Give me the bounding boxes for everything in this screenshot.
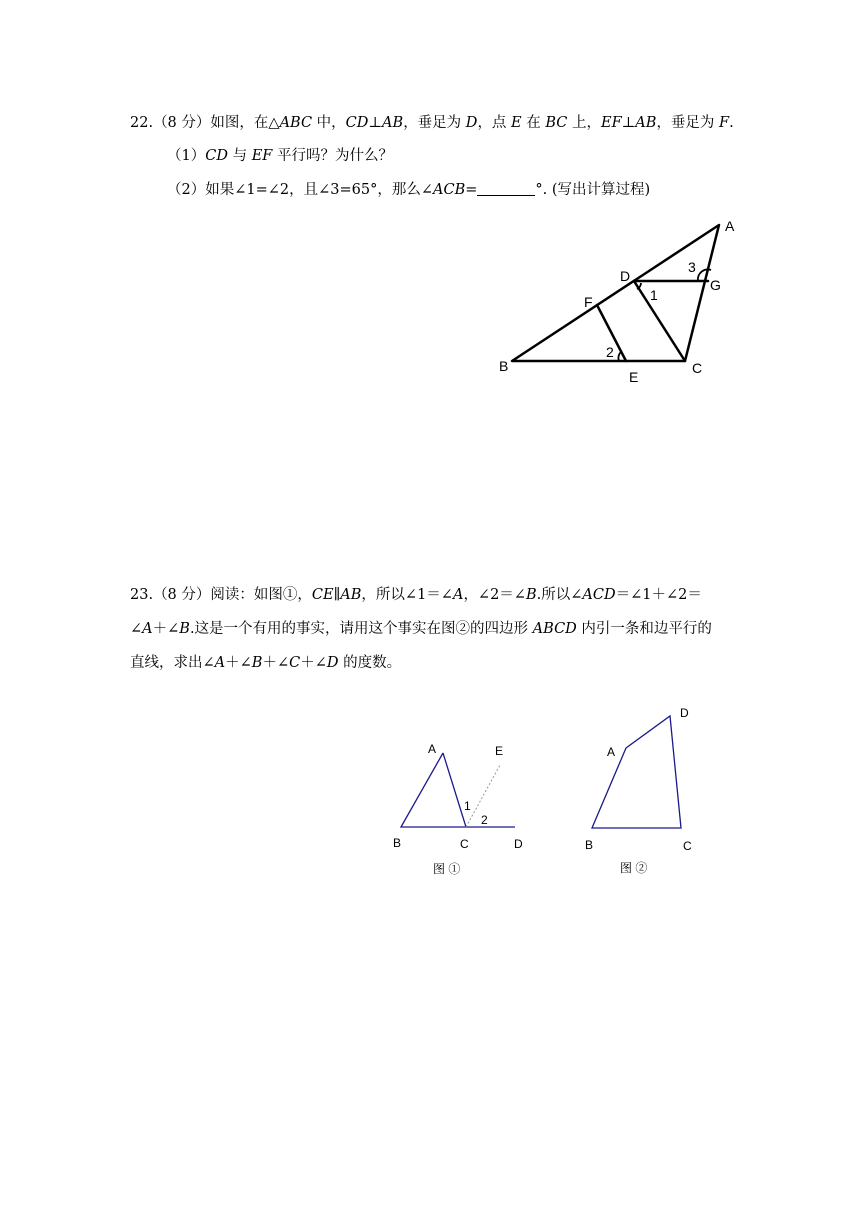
q22-var: D xyxy=(465,115,478,131)
q22-part1-text: （1） xyxy=(167,148,206,164)
q22-text: ，垂足为 xyxy=(403,115,466,131)
q23-text: ∠ xyxy=(130,621,143,637)
q22-text: 中， xyxy=(312,115,346,131)
q23-text: .所以∠ xyxy=(536,587,583,603)
q23-var: B xyxy=(179,621,190,637)
q23-figure-1 xyxy=(385,735,535,885)
angle-arc-2 xyxy=(618,352,621,361)
q23-var: B xyxy=(251,655,263,671)
q23-var: A xyxy=(214,655,226,671)
fig2-label-c: C xyxy=(683,839,692,853)
q22-var: E xyxy=(511,115,522,131)
q23-points: （8 分） xyxy=(153,587,211,603)
q23-text: ，∠2＝∠ xyxy=(463,587,526,603)
q23-var: ACD xyxy=(582,587,616,603)
label-g: G xyxy=(710,277,721,293)
label-a: A xyxy=(725,218,735,234)
q22-var: BC xyxy=(545,115,568,131)
q23-text: 内引一条和边平行的 xyxy=(576,621,712,637)
q23-text: 的度数。 xyxy=(338,655,402,671)
q23-var: CE∥AB xyxy=(311,587,362,603)
label-b: B xyxy=(499,358,509,374)
fig2-caption: 图 ② xyxy=(620,861,648,875)
q22-text: 如图，在△ xyxy=(210,115,280,131)
q22-part1-text: 平行吗？为什么？ xyxy=(272,148,393,164)
fig1-caption: 图 ① xyxy=(433,862,461,876)
label-angle-1: 1 xyxy=(650,287,658,303)
label-d: D xyxy=(620,268,631,284)
q23-var: A xyxy=(452,587,464,603)
q23-line2 xyxy=(130,619,712,639)
q22-part2-text: （2）如果∠1=∠2，且∠3=65°，那么∠ xyxy=(167,182,433,198)
q22-text: ，垂足为 xyxy=(656,115,720,131)
label-f: F xyxy=(584,294,593,310)
q22-points: （8 分） xyxy=(153,115,211,131)
q22-var: EF xyxy=(601,115,622,131)
q23-line3 xyxy=(130,653,401,673)
q22-part1 xyxy=(167,146,393,166)
fig2-label-a: A xyxy=(607,745,616,759)
fig1-label-b: B xyxy=(393,836,402,850)
fig1-label-c: C xyxy=(460,837,469,851)
q22-var: ABC xyxy=(279,115,313,131)
q23-text: 直线，求出∠ xyxy=(130,655,215,671)
fig1-label-2: 2 xyxy=(481,813,488,827)
q22-line1 xyxy=(130,113,734,133)
answer-blank[interactable] xyxy=(477,181,535,196)
fig2-label-d: D xyxy=(680,706,689,720)
fig2-label-b: B xyxy=(585,838,594,852)
q22-part2-text: = xyxy=(465,182,478,198)
fig1-label-e: E xyxy=(495,744,504,758)
q22-number: 22. xyxy=(130,115,154,131)
label-c: C xyxy=(692,360,703,376)
q23-var: ABCD xyxy=(532,621,577,637)
q23-text: .这是一个有用的事实，请用这个事实在图②的四边形 xyxy=(189,621,533,637)
q22-text: ⊥ xyxy=(368,115,383,131)
q23-text: ，所以∠1＝∠ xyxy=(361,587,453,603)
q23-text: ＋∠ xyxy=(262,655,290,671)
fig1-label-d: D xyxy=(514,837,523,851)
q23-figure-2 xyxy=(578,700,708,885)
q22-part1-text: 与 xyxy=(227,148,252,164)
segment-cd xyxy=(634,281,685,361)
label-angle-2: 2 xyxy=(606,344,614,360)
q22-var: AB xyxy=(635,115,657,131)
q23-text: ＋∠ xyxy=(152,621,180,637)
q22-part2 xyxy=(167,180,650,200)
q22-text: ，点 xyxy=(477,115,512,131)
q23-text: 阅读：如图①， xyxy=(210,587,312,603)
q22-text: 上， xyxy=(567,115,601,131)
q22-text: . xyxy=(729,115,734,131)
label-angle-3: 3 xyxy=(688,259,696,275)
q22-var: CD xyxy=(205,148,228,164)
q22-text: 在 xyxy=(521,115,546,131)
fig2-quadrilateral xyxy=(592,716,681,828)
q23-var: B xyxy=(525,587,537,603)
q23-var: D xyxy=(326,655,339,671)
q23-number: 23. xyxy=(130,587,154,603)
q22-var: CD xyxy=(345,115,369,131)
q23-line1 xyxy=(130,585,702,605)
q23-var: C xyxy=(289,655,301,671)
label-e: E xyxy=(629,369,639,385)
q22-var: ACB xyxy=(433,182,466,198)
q23-text: ＋∠ xyxy=(300,655,327,671)
q22-var: EF xyxy=(251,148,273,164)
q22-text: ⊥ xyxy=(621,115,636,131)
q23-text: ＝∠1＋∠2＝ xyxy=(615,587,702,603)
q22-triangle-figure xyxy=(480,210,750,390)
fig1-triangle xyxy=(401,753,466,827)
fig1-label-1: 1 xyxy=(464,799,471,813)
q22-var: AB xyxy=(382,115,404,131)
q23-var: A xyxy=(142,621,153,637)
fig1-label-a: A xyxy=(428,742,437,756)
q22-part2-text: °. (写出计算过程) xyxy=(535,182,651,198)
q22-var: F xyxy=(719,115,730,131)
q23-text: ＋∠ xyxy=(225,655,252,671)
